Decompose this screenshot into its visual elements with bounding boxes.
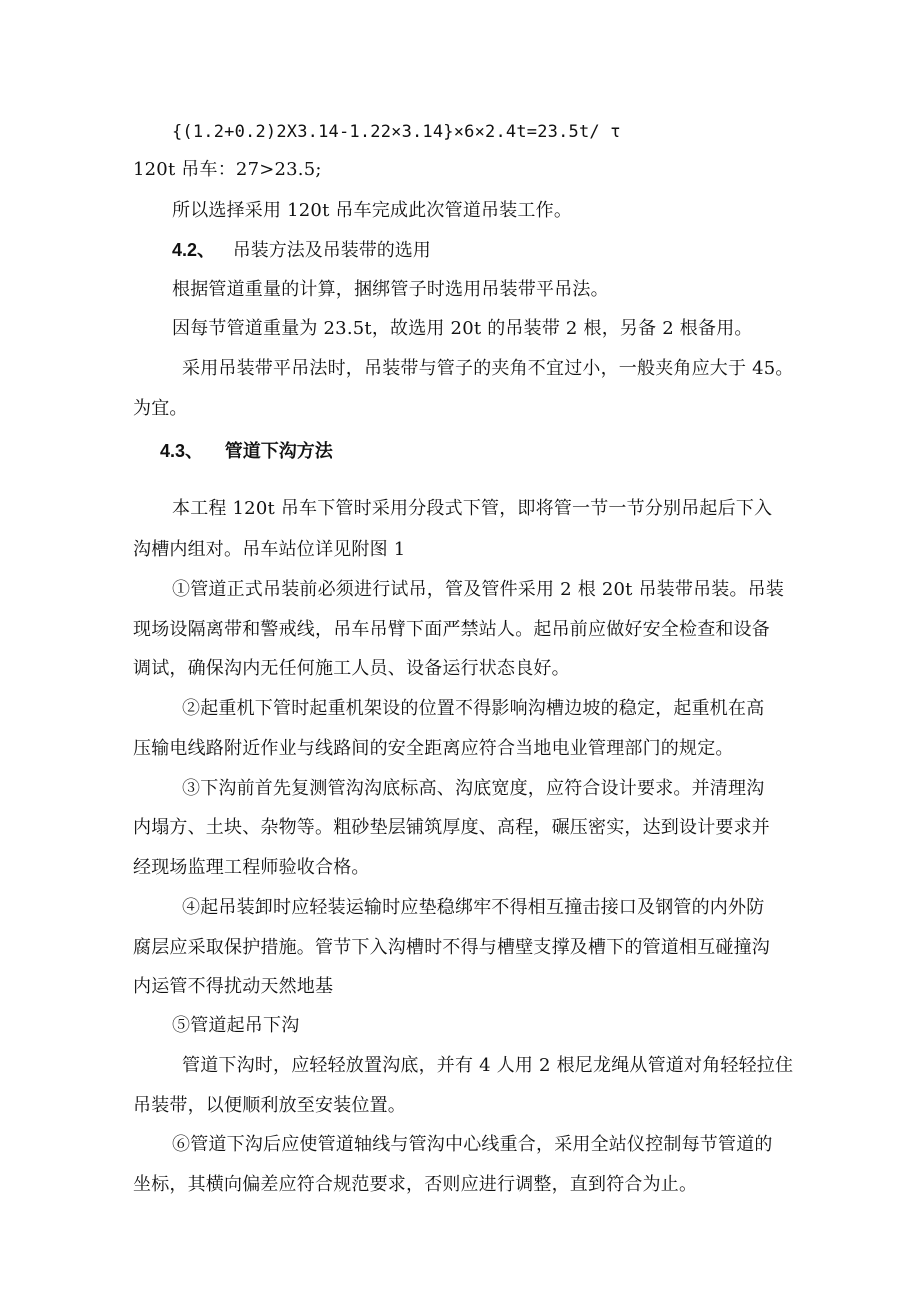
section-title: 吊装方法及吊装带的选用 xyxy=(232,240,431,261)
section-title: 管道下沟方法 xyxy=(224,441,333,462)
list-item-5-line-1: 管道下沟时，应轻轻放置沟底，并有 4 人用 2 根尼龙绳从管道对角轻轻拉住 xyxy=(182,1055,794,1076)
paragraph-continuation: 沟槽内组对。吊车站位详见附图 1 xyxy=(133,539,406,560)
section-heading-4-2 xyxy=(172,238,431,263)
paragraph-continuation: 为宜。 xyxy=(133,398,188,419)
list-item-4-line-3: 内运管不得扰动天然地基 xyxy=(133,976,334,997)
crane-capacity-compare: 120t 吊车：27>23.5; xyxy=(133,159,322,180)
list-item-1-line-3: 调试，确保沟内无任何施工人员、设备运行状态良好。 xyxy=(133,658,570,679)
list-item-6-line-1: ⑥管道下沟后应使管道轴线与管沟中心线重合，采用全站仪控制每节管道的 xyxy=(172,1134,773,1155)
section-number: 4.2、 xyxy=(172,240,216,260)
list-item-4-line-2: 腐层应采取保护措施。管节下入沟槽时不得与槽壁支撑及槽下的管道相互碰撞沟 xyxy=(133,937,770,958)
list-item-2-line-1: ②起重机下管时起重机架设的位置不得影响沟槽边坡的稳定，起重机在高 xyxy=(182,698,765,719)
section-number: 4.3、 xyxy=(160,441,204,461)
list-item-1-line-1: ①管道正式吊装前必须进行试吊，管及管件采用 2 根 20t 吊装带吊装。吊装 xyxy=(172,579,785,600)
list-item-1-line-2: 现场设隔离带和警戒线，吊车吊臂下面严禁站人。起吊前应做好安全检查和设备 xyxy=(133,619,770,640)
paragraph: 因每节管道重量为 23.5t，故选用 20t 的吊装带 2 根，另备 2 根备用。 xyxy=(172,318,753,339)
weight-formula: {(1.2+0.2)2X3.14-1.22×3.14}×6×2.4t=23.5t/ τ xyxy=(172,122,621,142)
list-item-3-line-3: 经现场监理工程师验收合格。 xyxy=(133,857,370,878)
section-heading-4-3 xyxy=(160,439,333,464)
list-item-6-line-2: 坐标，其横向偏差应符合规范要求，否则应进行调整，直到符合为止。 xyxy=(133,1174,698,1195)
list-item-4-line-1: ④起吊装卸时应轻装运输时应垫稳绑牢不得相互撞击接口及钢管的内外防 xyxy=(182,897,765,918)
paragraph: 根据管道重量的计算，捆绑管子时选用吊装带平吊法。 xyxy=(172,279,609,300)
crane-selection-conclusion: 所以选择采用 120t 吊车完成此次管道吊装工作。 xyxy=(172,200,573,221)
list-item-3-line-1: ③下沟前首先复测管沟沟底标高、沟底宽度，应符合设计要求。并清理沟 xyxy=(182,778,765,799)
list-item-2-line-2: 压输电线路附近作业与线路间的安全距离应符合当地电业管理部门的规定。 xyxy=(133,738,734,759)
list-item-5-line-2: 吊装带，以便顺利放至安装位置。 xyxy=(133,1095,406,1116)
list-item-5-title: ⑤管道起吊下沟 xyxy=(172,1015,300,1036)
paragraph: 本工程 120t 吊车下管时采用分段式下管，即将管一节一节分别吊起后下入 xyxy=(172,498,773,519)
paragraph: 采用吊装带平吊法时，吊装带与管子的夹角不宜过小，一般夹角应大于 45。 xyxy=(182,358,794,379)
list-item-3-line-2: 内塌方、土块、杂物等。粗砂垫层铺筑厚度、高程，碾压密实，达到设计要求并 xyxy=(133,817,770,838)
